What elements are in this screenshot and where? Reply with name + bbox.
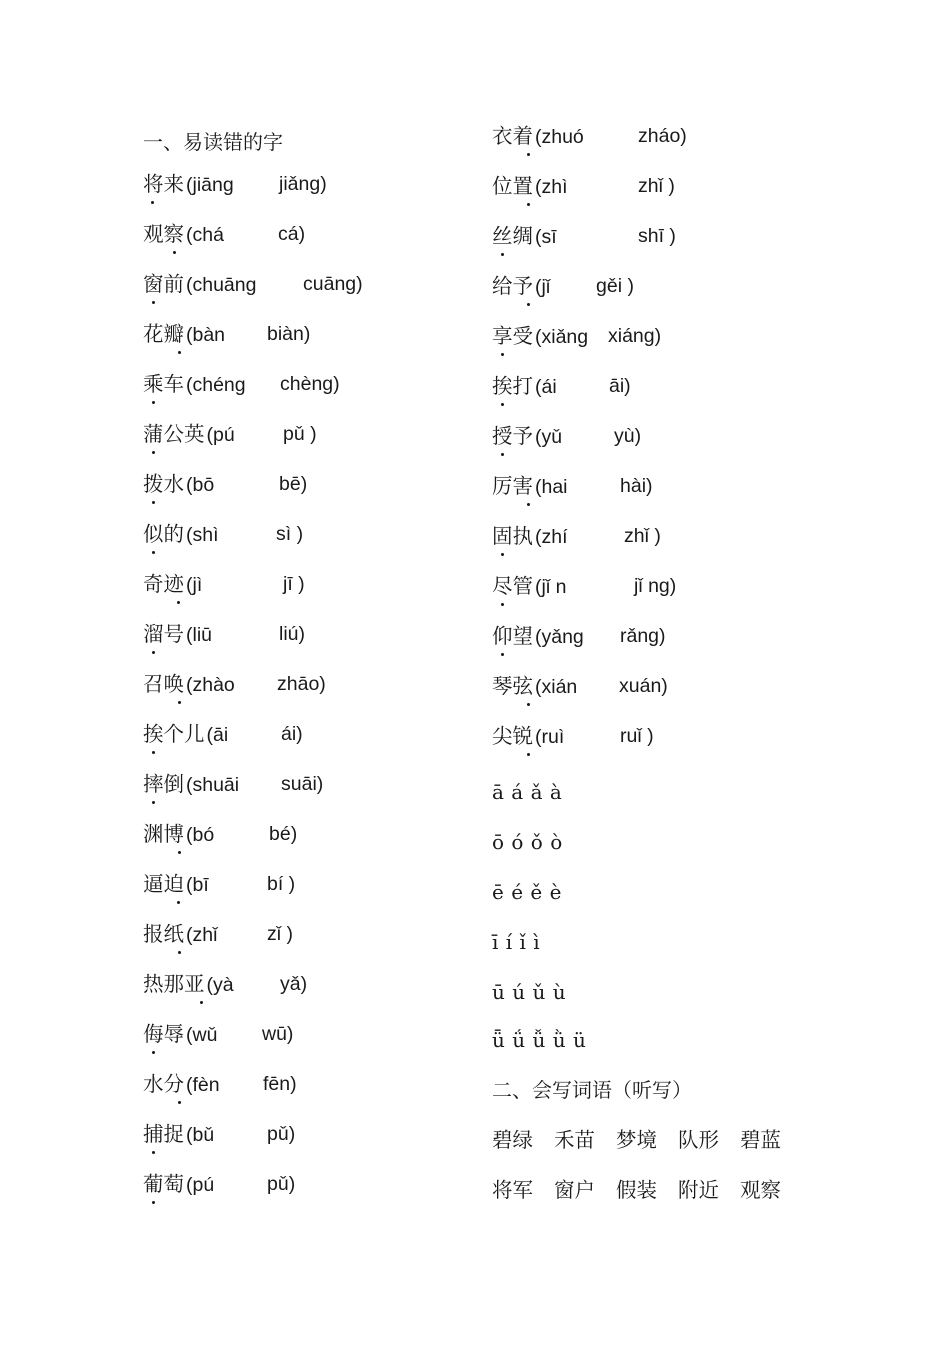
entry-word: 厉害 <box>492 472 533 500</box>
pinyin-alternate: bé) <box>269 823 298 845</box>
emphasis-dot <box>178 951 181 954</box>
vocab-entry <box>143 970 308 998</box>
entry-word: 挨个儿 <box>143 720 205 748</box>
pinyin-correct: (zhǐ <box>186 924 218 946</box>
vocab-entry <box>143 1020 294 1048</box>
pinyin-alternate: hài) <box>620 475 653 497</box>
entry-word: 花瓣 <box>143 320 184 348</box>
pinyin-alternate: bē) <box>279 473 308 495</box>
emphasis-dot <box>501 603 504 606</box>
emphasis-dot <box>152 1201 155 1204</box>
pinyin-correct: (pú <box>206 424 235 446</box>
pinyin-alternate: jiǎng) <box>279 173 327 195</box>
emphasis-dot <box>152 451 155 454</box>
emphasis-dot <box>173 251 176 254</box>
pinyin-correct: (xiǎng <box>535 326 589 348</box>
pinyin-correct: (pú <box>186 1174 215 1196</box>
pinyin-alternate: pǔ ) <box>283 423 317 445</box>
pinyin-correct: (jǐ <box>535 276 551 298</box>
pinyin-alternate: sì ) <box>276 523 304 545</box>
pinyin-correct: (hai <box>535 476 568 498</box>
dictation-word: 附近 <box>678 1178 719 1202</box>
pinyin-alternate: suāi) <box>281 773 324 795</box>
entry-word: 丝绸 <box>492 222 533 250</box>
emphasis-dot <box>152 401 155 404</box>
entry-word: 将来 <box>143 170 184 198</box>
emphasis-dot <box>178 701 181 704</box>
entry-word: 蒲公英 <box>143 420 205 448</box>
vocab-entry <box>492 222 676 250</box>
vocab-entry <box>143 420 317 448</box>
entry-word: 观察 <box>143 220 184 248</box>
vocab-entry <box>143 670 326 698</box>
dictation-word: 假装 <box>616 1178 657 1202</box>
vocab-entry <box>143 520 304 548</box>
pinyin-alternate: gěi ) <box>596 275 634 297</box>
entry-word: 尖锐 <box>492 722 533 750</box>
entry-word: 拨水 <box>143 470 184 498</box>
entry-word: 挨打 <box>492 372 533 400</box>
pinyin-alternate: wū) <box>262 1023 294 1045</box>
emphasis-dot <box>152 1051 155 1054</box>
pinyin-correct: (yà <box>206 974 234 996</box>
dictation-word: 禾苗 <box>554 1128 595 1152</box>
emphasis-dot <box>152 751 155 754</box>
vocab-entry <box>492 122 687 150</box>
pinyin-correct: (ruì <box>535 726 565 748</box>
vocab-entry <box>143 370 340 398</box>
pinyin-alternate: fēn) <box>263 1073 297 1095</box>
tone-vowel-row: ō ó ǒ ò <box>492 830 563 854</box>
dictation-word: 观察 <box>740 1178 781 1202</box>
entry-word: 尽管 <box>492 572 533 600</box>
pinyin-correct: (bó <box>186 824 215 846</box>
pinyin-correct: (shì <box>186 524 219 546</box>
pinyin-alternate: shī ) <box>638 225 676 247</box>
entry-word: 似的 <box>143 520 184 548</box>
entry-word: 授予 <box>492 422 533 450</box>
emphasis-dot <box>527 153 530 156</box>
entry-word: 仰望 <box>492 622 533 650</box>
pinyin-correct: (zhuó <box>535 126 584 148</box>
vocab-entry <box>143 170 327 198</box>
entry-word: 享受 <box>492 322 533 350</box>
vocab-entry <box>143 1070 297 1098</box>
dictation-row <box>492 1176 802 1204</box>
vocab-entry <box>143 770 324 798</box>
entry-word: 水分 <box>143 1070 184 1098</box>
emphasis-dot <box>152 1151 155 1154</box>
entry-word: 召唤 <box>143 670 184 698</box>
pinyin-correct: (jiāng <box>186 174 234 196</box>
entry-word: 捕捉 <box>143 1120 184 1148</box>
entry-word: 窗前 <box>143 270 184 298</box>
entry-word: 摔倒 <box>143 770 184 798</box>
pinyin-correct: (āi <box>206 724 229 746</box>
entry-word: 固执 <box>492 522 533 550</box>
emphasis-dot <box>177 901 180 904</box>
entry-word: 给予 <box>492 272 533 300</box>
pinyin-alternate: zhāo) <box>277 673 326 695</box>
vocab-entry <box>143 820 298 848</box>
pinyin-correct: (zhì <box>535 176 568 198</box>
pinyin-alternate: pǔ) <box>267 1123 296 1145</box>
vocab-entry <box>492 172 675 200</box>
dictation-word: 队形 <box>678 1128 719 1152</box>
pinyin-correct: (sī <box>535 226 557 248</box>
vocab-entry <box>492 372 631 400</box>
dictation-word: 窗户 <box>554 1178 595 1202</box>
pinyin-correct: (yǔ <box>535 426 563 448</box>
pinyin-correct: (ái <box>535 376 557 398</box>
section2-title: 二、会写词语（听写） <box>492 1078 692 1102</box>
vocab-entry <box>492 622 666 650</box>
pinyin-correct: (bàn <box>186 324 226 346</box>
emphasis-dot <box>501 653 504 656</box>
entry-word: 溜号 <box>143 620 184 648</box>
tone-vowel-row: ē é ě è <box>492 880 562 904</box>
vocab-entry <box>143 320 311 348</box>
vocab-entry <box>492 722 654 750</box>
pinyin-correct: (chéng <box>186 374 246 396</box>
vocab-entry <box>492 572 677 600</box>
vocab-entry <box>143 1120 296 1148</box>
pinyin-alternate: liú) <box>279 623 306 645</box>
dictation-word: 将军 <box>492 1178 533 1202</box>
pinyin-correct: (fèn <box>186 1074 220 1096</box>
emphasis-dot <box>527 703 530 706</box>
emphasis-dot <box>501 453 504 456</box>
pinyin-alternate: xuán) <box>619 675 668 697</box>
vocab-entry <box>143 220 306 248</box>
pinyin-correct: (jì <box>186 574 203 596</box>
emphasis-dot <box>152 801 155 804</box>
pinyin-alternate: ruǐ ) <box>620 725 654 747</box>
emphasis-dot <box>178 351 181 354</box>
vocab-entry <box>143 920 293 948</box>
pinyin-alternate: āi) <box>609 375 631 397</box>
pinyin-alternate: cuāng) <box>303 273 363 295</box>
emphasis-dot <box>527 503 530 506</box>
pinyin-correct: (jǐ n <box>535 576 567 598</box>
pinyin-alternate: ái) <box>281 723 303 745</box>
emphasis-dot <box>152 301 155 304</box>
entry-word: 热那亚 <box>143 970 205 998</box>
entry-word: 渊博 <box>143 820 184 848</box>
pinyin-alternate: zháo) <box>638 125 687 147</box>
dictation-word: 碧蓝 <box>740 1128 781 1152</box>
vocab-entry <box>143 870 296 898</box>
tone-vowel-row: ā á ǎ à <box>492 780 563 804</box>
pinyin-alternate: cá) <box>278 223 306 245</box>
entry-word: 衣着 <box>492 122 533 150</box>
pinyin-alternate: yù) <box>614 425 642 447</box>
pinyin-alternate: rǎng) <box>620 625 666 647</box>
emphasis-dot <box>152 551 155 554</box>
emphasis-dot <box>177 601 180 604</box>
section1-title: 一、易读错的字 <box>143 130 283 154</box>
emphasis-dot <box>527 303 530 306</box>
emphasis-dot <box>200 1001 203 1004</box>
entry-word: 奇迹 <box>143 570 184 598</box>
vocab-entry <box>143 1170 296 1198</box>
pinyin-correct: (chá <box>186 224 224 246</box>
emphasis-dot <box>527 753 530 756</box>
entry-word: 位置 <box>492 172 533 200</box>
pinyin-correct: (bō <box>186 474 215 496</box>
entry-word: 逼迫 <box>143 870 184 898</box>
pinyin-correct: (bǔ <box>186 1124 215 1146</box>
emphasis-dot <box>527 203 530 206</box>
pinyin-correct: (liū <box>186 624 213 646</box>
pinyin-correct: (chuāng <box>186 274 257 296</box>
emphasis-dot <box>151 201 154 204</box>
emphasis-dot <box>152 501 155 504</box>
tone-vowel-row: ǖ ǘ ǚ ǜ ü <box>492 1028 587 1052</box>
pinyin-correct: (wǔ <box>186 1024 218 1046</box>
vocab-entry <box>492 672 668 700</box>
pinyin-correct: (shuāi <box>186 774 240 796</box>
pinyin-alternate: pǔ) <box>267 1173 296 1195</box>
pinyin-alternate: zhǐ ) <box>638 175 675 197</box>
emphasis-dot <box>501 253 504 256</box>
pinyin-correct: (zhí <box>535 526 568 548</box>
pinyin-correct: (zhào <box>186 674 235 696</box>
vocab-entry <box>492 322 662 350</box>
dictation-word: 梦境 <box>616 1128 657 1152</box>
vocab-entry <box>143 720 303 748</box>
pinyin-alternate: zhǐ ) <box>624 525 661 547</box>
tone-vowel-row: ī í ǐ ì <box>492 930 541 954</box>
dictation-word: 碧绿 <box>492 1128 533 1152</box>
vocab-entry <box>492 472 653 500</box>
emphasis-dot <box>152 651 155 654</box>
pinyin-alternate: chèng) <box>280 373 340 395</box>
vocab-entry <box>143 620 306 648</box>
dictation-row <box>492 1126 802 1154</box>
vocab-entry <box>492 522 661 550</box>
pinyin-alternate: jī ) <box>283 573 305 595</box>
pinyin-alternate: bí ) <box>267 873 296 895</box>
emphasis-dot <box>501 403 504 406</box>
pinyin-alternate: jǐ ng) <box>634 575 677 597</box>
vocab-entry <box>143 570 305 598</box>
vocab-entry <box>492 272 634 300</box>
pinyin-correct: (xián <box>535 676 578 698</box>
vocab-entry <box>143 270 363 298</box>
pinyin-correct: (bī <box>186 874 209 896</box>
entry-word: 报纸 <box>143 920 184 948</box>
emphasis-dot <box>501 353 504 356</box>
vocab-entry <box>492 422 642 450</box>
tone-vowel-row: ū ú ǔ ù <box>492 980 567 1004</box>
pinyin-alternate: yǎ) <box>280 973 308 995</box>
entry-word: 琴弦 <box>492 672 533 700</box>
pinyin-alternate: biàn) <box>267 323 311 345</box>
pinyin-alternate: xiáng) <box>608 325 662 347</box>
emphasis-dot <box>178 851 181 854</box>
pinyin-correct: (yǎng <box>535 626 584 648</box>
entry-word: 侮辱 <box>143 1020 184 1048</box>
pinyin-alternate: zǐ ) <box>267 923 293 945</box>
emphasis-dot <box>501 553 504 556</box>
emphasis-dot <box>178 1101 181 1104</box>
vocab-entry <box>143 470 308 498</box>
entry-word: 葡萄 <box>143 1170 184 1198</box>
entry-word: 乘车 <box>143 370 184 398</box>
